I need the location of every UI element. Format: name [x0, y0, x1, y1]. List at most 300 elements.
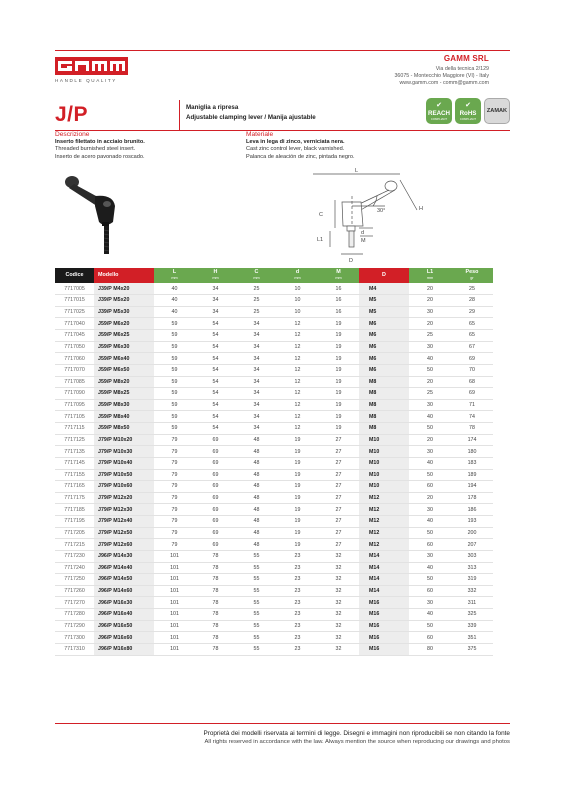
table-cell: J59/P M8x50	[94, 423, 154, 435]
table-cell: M16	[359, 620, 409, 632]
table-cell: J79/P M10x60	[94, 481, 154, 493]
table-cell: 7717165	[55, 481, 94, 493]
table-cell: J79/P M10x50	[94, 469, 154, 481]
table-cell: 23	[277, 620, 318, 632]
table-cell: 27	[318, 516, 359, 528]
table-cell: 303	[451, 550, 493, 562]
company-contact[interactable]: www.gamm.com - comm@gamm.com	[399, 80, 489, 87]
table-cell: 80	[409, 643, 451, 655]
dim-label-angle: 30°	[377, 208, 386, 214]
description-en: Threaded burnished steel insert.	[55, 146, 136, 152]
table-cell: 59	[154, 318, 195, 330]
table-cell: 79	[154, 492, 195, 504]
table-cell: 19	[318, 376, 359, 388]
table-cell: 16	[318, 295, 359, 307]
table-cell: 20	[409, 283, 451, 295]
company-city: 36075 - Montecchio Maggiore (VI) - Italy	[394, 73, 489, 80]
table-cell: 7717270	[55, 597, 94, 609]
table-cell: 78	[195, 620, 236, 632]
table-cell: 34	[236, 318, 277, 330]
table-cell: 48	[236, 539, 277, 551]
table-row	[55, 597, 493, 609]
table-cell: 69	[195, 516, 236, 528]
table-cell: 7717155	[55, 469, 94, 481]
table-cell: 79	[154, 434, 195, 446]
table-cell: 339	[451, 620, 493, 632]
table-cell: 19	[277, 469, 318, 481]
table-cell: 12	[277, 330, 318, 342]
table-cell: 79	[154, 516, 195, 528]
table-cell: 30	[409, 306, 451, 318]
table-row	[55, 423, 493, 435]
table-cell: 79	[154, 539, 195, 551]
table-cell: 7717260	[55, 585, 94, 597]
table-cell: 7717115	[55, 423, 94, 435]
table-cell: 34	[236, 353, 277, 365]
table-cell: 78	[195, 632, 236, 644]
table-cell: 40	[409, 562, 451, 574]
table-cell: 7717300	[55, 632, 94, 644]
table-cell: 7717060	[55, 353, 94, 365]
table-cell: 59	[154, 353, 195, 365]
table-cell: M4	[359, 283, 409, 295]
table-cell: 25	[236, 283, 277, 295]
table-cell: 55	[236, 562, 277, 574]
table-cell: 7717085	[55, 376, 94, 388]
table-cell: 69	[451, 353, 493, 365]
product-titles	[186, 103, 316, 123]
col-header-d-small: d mm	[277, 268, 318, 283]
table-cell: 78	[195, 597, 236, 609]
table-cell: 65	[451, 318, 493, 330]
table-cell: 10	[277, 306, 318, 318]
table-cell: 69	[195, 481, 236, 493]
table-cell: 59	[154, 364, 195, 376]
table-cell: M16	[359, 643, 409, 655]
table-row	[55, 364, 493, 376]
table-cell: 19	[277, 539, 318, 551]
table-cell: 101	[154, 632, 195, 644]
table-cell: 74	[451, 411, 493, 423]
table-cell: 7717185	[55, 504, 94, 516]
table-cell: M8	[359, 388, 409, 400]
table-cell: 16	[318, 283, 359, 295]
table-cell: 12	[277, 399, 318, 411]
table-cell: 55	[236, 550, 277, 562]
table-row	[55, 376, 493, 388]
table-cell: 19	[318, 399, 359, 411]
table-cell: 19	[318, 341, 359, 353]
table-cell: 34	[236, 330, 277, 342]
table-cell: 7717090	[55, 388, 94, 400]
table-row	[55, 399, 493, 411]
table-cell: 25	[409, 388, 451, 400]
table-cell: 54	[195, 411, 236, 423]
table-cell: M16	[359, 632, 409, 644]
table-cell: 40	[154, 306, 195, 318]
table-cell: 7717025	[55, 306, 94, 318]
description-block	[55, 131, 145, 161]
table-cell: 32	[318, 643, 359, 655]
table-cell: 12	[277, 364, 318, 376]
material-es: Palanca de aleación de zinc, pintada negro.	[246, 153, 355, 160]
table-cell: 19	[277, 481, 318, 493]
table-cell: M5	[359, 295, 409, 307]
table-cell: 48	[236, 481, 277, 493]
table-cell: 20	[409, 376, 451, 388]
table-cell: 25	[451, 283, 493, 295]
col-header-m: M mm	[318, 268, 359, 283]
material-block	[246, 131, 355, 161]
table-cell: 19	[318, 330, 359, 342]
rohs-badge	[455, 98, 481, 124]
table-cell: 54	[195, 399, 236, 411]
table-cell: 12	[277, 318, 318, 330]
table-cell: 19	[277, 504, 318, 516]
table-cell: J59/P M6x50	[94, 364, 154, 376]
table-cell: 7717040	[55, 318, 94, 330]
table-cell: J79/P M12x30	[94, 504, 154, 516]
table-cell: 7717215	[55, 539, 94, 551]
table-cell: 19	[318, 353, 359, 365]
table-cell: 34	[195, 306, 236, 318]
table-cell: 69	[195, 446, 236, 458]
table-cell: 7717095	[55, 399, 94, 411]
table-cell: 29	[451, 306, 493, 318]
table-cell: J96/P M16x60	[94, 632, 154, 644]
table-cell: 10	[277, 283, 318, 295]
table-cell: 189	[451, 469, 493, 481]
table-cell: 50	[409, 620, 451, 632]
table-row	[55, 411, 493, 423]
table-cell: 207	[451, 539, 493, 551]
table-row	[55, 388, 493, 400]
table-cell: 32	[318, 632, 359, 644]
table-row	[55, 643, 493, 655]
table-cell: J96/P M16x30	[94, 597, 154, 609]
table-cell: 7717230	[55, 550, 94, 562]
table-cell: 30	[409, 597, 451, 609]
table-cell: 48	[236, 446, 277, 458]
table-cell: M14	[359, 585, 409, 597]
table-cell: 23	[277, 643, 318, 655]
table-cell: 54	[195, 364, 236, 376]
table-row	[55, 469, 493, 481]
table-cell: 19	[277, 527, 318, 539]
table-cell: 180	[451, 446, 493, 458]
table-cell: J96/P M14x30	[94, 550, 154, 562]
dim-label-l: L	[355, 168, 359, 174]
table-cell: 34	[236, 388, 277, 400]
table-cell: 48	[236, 434, 277, 446]
table-cell: 79	[154, 457, 195, 469]
table-cell: 54	[195, 353, 236, 365]
table-cell: J79/P M12x20	[94, 492, 154, 504]
table-cell: 78	[195, 643, 236, 655]
table-cell: 34	[236, 411, 277, 423]
table-cell: 55	[236, 643, 277, 655]
table-cell: 54	[195, 330, 236, 342]
table-cell: 78	[195, 609, 236, 621]
table-cell: M12	[359, 516, 409, 528]
table-row	[55, 562, 493, 574]
table-header-row	[55, 268, 493, 283]
table-cell: 54	[195, 388, 236, 400]
table-row	[55, 330, 493, 342]
table-cell: 23	[277, 609, 318, 621]
table-cell: 20	[409, 318, 451, 330]
table-cell: J79/P M10x40	[94, 457, 154, 469]
table-cell: 319	[451, 574, 493, 586]
table-cell: 27	[318, 446, 359, 458]
table-cell: 79	[154, 527, 195, 539]
table-cell: 60	[409, 481, 451, 493]
col-header-modello: Modello	[94, 268, 154, 283]
table-cell: 32	[318, 550, 359, 562]
table-cell: 7717175	[55, 492, 94, 504]
table-cell: J79/P M10x30	[94, 446, 154, 458]
table-cell: 27	[318, 504, 359, 516]
table-cell: J96/P M16x80	[94, 643, 154, 655]
table-cell: 101	[154, 574, 195, 586]
table-cell: 194	[451, 481, 493, 493]
reach-label: REACH	[427, 109, 450, 117]
table-cell: 19	[277, 434, 318, 446]
table-cell: 78	[195, 585, 236, 597]
table-cell: 23	[277, 550, 318, 562]
table-cell: 59	[154, 376, 195, 388]
description-es: Inserto de acero pavonado roscado.	[55, 153, 145, 160]
table-cell: 59	[154, 399, 195, 411]
table-cell: M8	[359, 411, 409, 423]
table-cell: M6	[359, 318, 409, 330]
table-cell: 78	[451, 423, 493, 435]
dim-label-h: H	[419, 206, 423, 212]
table-row	[55, 492, 493, 504]
table-cell: 30	[409, 550, 451, 562]
table-cell: 60	[409, 632, 451, 644]
footer-copyright-it: Proprietà dei modelli riservata ai termini di legge. Disegni e immagini non riproducibili se non citando la fonte	[203, 730, 510, 737]
table-cell: 69	[195, 504, 236, 516]
table-cell: 48	[236, 504, 277, 516]
material-it: Leva in lega di zinco, verniciata nera.	[246, 138, 345, 145]
table-cell: 101	[154, 585, 195, 597]
table-cell: 7717240	[55, 562, 94, 574]
table-row	[55, 516, 493, 528]
table-body	[55, 283, 493, 655]
table-cell: 19	[318, 411, 359, 423]
table-cell: J59/P M8x40	[94, 411, 154, 423]
table-cell: M10	[359, 469, 409, 481]
table-cell: 12	[277, 353, 318, 365]
table-cell: 59	[154, 388, 195, 400]
table-cell: J79/P M10x20	[94, 434, 154, 446]
table-cell: 101	[154, 643, 195, 655]
table-cell: 65	[451, 330, 493, 342]
table-cell: 54	[195, 318, 236, 330]
table-cell: 48	[236, 492, 277, 504]
table-cell: 32	[318, 562, 359, 574]
table-cell: 69	[195, 492, 236, 504]
title-row	[55, 100, 510, 131]
table-cell: 48	[236, 516, 277, 528]
table-cell: 54	[195, 376, 236, 388]
table-cell: 59	[154, 330, 195, 342]
table-cell: J59/P M6x30	[94, 341, 154, 353]
table-cell: 23	[277, 597, 318, 609]
reach-sub: COMPLIANT	[430, 116, 448, 121]
table-cell: 50	[409, 527, 451, 539]
dim-label-l1: L1	[317, 237, 324, 243]
col-header-d-thread: D	[359, 268, 409, 283]
table-cell: 78	[195, 562, 236, 574]
footer	[55, 723, 510, 747]
lever-photo	[65, 176, 115, 254]
table-cell: 101	[154, 550, 195, 562]
table-cell: 27	[318, 527, 359, 539]
table-cell: 48	[236, 457, 277, 469]
table-cell: 25	[409, 330, 451, 342]
table-cell: 48	[236, 469, 277, 481]
table-row	[55, 539, 493, 551]
zamak-label: ZAMAK	[486, 107, 508, 114]
table-cell: 67	[451, 341, 493, 353]
table-cell: 60	[409, 585, 451, 597]
table-cell: 34	[236, 376, 277, 388]
table-cell: 34	[195, 283, 236, 295]
table-cell: 40	[409, 609, 451, 621]
table-cell: 78	[195, 574, 236, 586]
table-cell: 7717105	[55, 411, 94, 423]
table-cell: 48	[236, 527, 277, 539]
table-row	[55, 609, 493, 621]
table-cell: 23	[277, 632, 318, 644]
table-cell: 7717015	[55, 295, 94, 307]
table-cell: 200	[451, 527, 493, 539]
table-cell: 34	[236, 399, 277, 411]
table-cell: 78	[195, 550, 236, 562]
table-cell: J39/P M5x20	[94, 295, 154, 307]
table-cell: 27	[318, 481, 359, 493]
table-cell: M10	[359, 446, 409, 458]
table-cell: 10	[277, 295, 318, 307]
table-cell: 55	[236, 597, 277, 609]
table-cell: 19	[277, 516, 318, 528]
table-row	[55, 585, 493, 597]
table-cell: 55	[236, 585, 277, 597]
certification-badges	[426, 98, 510, 124]
table-row	[55, 632, 493, 644]
table-cell: 30	[409, 399, 451, 411]
table-cell: 311	[451, 597, 493, 609]
table-cell: J96/P M14x60	[94, 585, 154, 597]
reach-badge	[426, 98, 452, 124]
table-cell: 54	[195, 341, 236, 353]
table-cell: J59/P M8x30	[94, 399, 154, 411]
table-cell: J96/P M14x50	[94, 574, 154, 586]
gamm-logo-mark	[55, 57, 128, 75]
table-cell: 19	[277, 492, 318, 504]
table-row	[55, 574, 493, 586]
table-cell: 19	[277, 457, 318, 469]
table-cell: 50	[409, 469, 451, 481]
table-cell: 40	[409, 516, 451, 528]
col-header-l: L mm	[154, 268, 195, 283]
table-cell: 30	[409, 446, 451, 458]
col-header-l1: L1 mm	[409, 268, 451, 283]
product-title-en-es: Adjustable clamping lever / Manija ajustable	[186, 114, 316, 121]
table-cell: 34	[195, 295, 236, 307]
table-cell: 79	[154, 469, 195, 481]
table-cell: 7717050	[55, 341, 94, 353]
table-cell: 79	[154, 481, 195, 493]
specification-table	[55, 268, 493, 656]
table-row	[55, 457, 493, 469]
table-cell: 7717310	[55, 643, 94, 655]
table-cell: M12	[359, 539, 409, 551]
rohs-label: RoHS	[459, 109, 477, 117]
footer-copyright-en: All rights reserved in accordance with the law. Always mention the source when reproducing our drawings and photos	[204, 739, 510, 745]
table-cell: M10	[359, 434, 409, 446]
table-cell: 50	[409, 364, 451, 376]
table-cell: 69	[195, 527, 236, 539]
table-cell: 23	[277, 562, 318, 574]
table-cell: 7717280	[55, 609, 94, 621]
table-cell: J59/P M6x25	[94, 330, 154, 342]
table-row	[55, 306, 493, 318]
table-cell: 70	[451, 364, 493, 376]
table-cell: 69	[195, 469, 236, 481]
table-cell: M8	[359, 399, 409, 411]
table-cell: 32	[318, 574, 359, 586]
table-cell: 20	[409, 295, 451, 307]
description-heading: Descrizione	[55, 131, 90, 138]
table-cell: M12	[359, 492, 409, 504]
material-heading: Materiale	[246, 131, 274, 138]
table-cell: 50	[409, 574, 451, 586]
table-cell: 23	[277, 585, 318, 597]
table-cell: J96/P M14x40	[94, 562, 154, 574]
table-cell: 25	[236, 306, 277, 318]
table-cell: M6	[359, 330, 409, 342]
table-cell: 55	[236, 609, 277, 621]
col-header-h: H mm	[195, 268, 236, 283]
table-cell: 193	[451, 516, 493, 528]
table-cell: J79/P M12x40	[94, 516, 154, 528]
table-cell: J39/P M5x30	[94, 306, 154, 318]
company-address: Via della tecnica 2/129	[435, 66, 489, 72]
table-cell: 19	[318, 364, 359, 376]
table-cell: 59	[154, 411, 195, 423]
table-cell: 12	[277, 388, 318, 400]
table-cell: 34	[236, 423, 277, 435]
table-row	[55, 481, 493, 493]
table-cell: 60	[409, 539, 451, 551]
table-cell: 40	[409, 353, 451, 365]
table-cell: 375	[451, 643, 493, 655]
company-name: GAMM SRL	[443, 54, 489, 63]
table-cell: 101	[154, 562, 195, 574]
table-cell: 50	[409, 423, 451, 435]
product-title-it: Maniglia a ripresa	[186, 104, 239, 111]
table-cell: 71	[451, 399, 493, 411]
rohs-sub: COMPLIANT	[459, 116, 477, 121]
company-info	[289, 54, 489, 88]
check-icon: ✔	[465, 101, 471, 109]
table-row	[55, 550, 493, 562]
table-cell: M12	[359, 504, 409, 516]
table-cell: M6	[359, 341, 409, 353]
